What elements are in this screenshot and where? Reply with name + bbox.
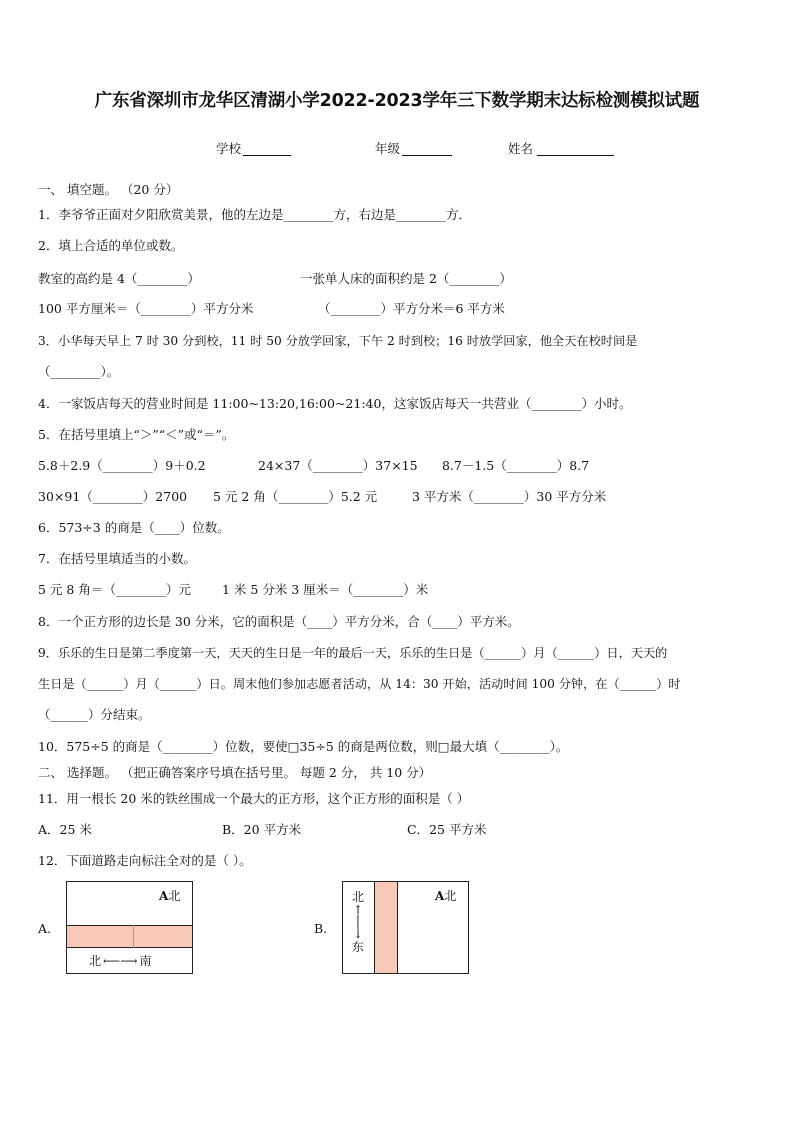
- question-10: 10．575÷5 的商是（________）位数，要使□35÷5 的商是两位数，则□最大填（________）。: [38, 739, 569, 754]
- question-5-stem: 5．在括号里填上“＞”“＜”或“＝”。: [38, 427, 235, 442]
- question-8: 8．一个正方形的边长是 30 分米，它的面积是（____）平方分米，合（____）平方米。: [38, 614, 520, 629]
- question-11-option-c[interactable]: C．25 平方米: [407, 822, 487, 837]
- diagram-b[interactable]: [342, 881, 469, 974]
- question-7-stem: 7．在括号里填适当的小数。: [38, 551, 196, 566]
- diagram-a-compass: [159, 889, 180, 903]
- page-title: 广东省深圳市龙华区清湖小学2022-2023学年三下数学期末达标检测模拟试题: [94, 91, 700, 111]
- question-11-option-a[interactable]: A．25 米: [38, 822, 92, 837]
- question-2-stem: 2．填上合适的单位或数。: [38, 238, 184, 253]
- question-11-stem: 11．用一根长 20 米的铁丝围成一个最大的正方形，这个正方形的面积是（ ）: [38, 791, 470, 806]
- question-5e: 5 元 2 角（________）5.2 元: [213, 489, 378, 504]
- question-6: 6．573÷3 的商是（____）位数。: [38, 520, 230, 535]
- diagram-b-north-label: 北: [351, 890, 364, 904]
- diagram-a-north-label: 北: [89, 954, 102, 968]
- diagram-b-road: [374, 882, 398, 973]
- diagram-b-compass-label: 北: [444, 889, 457, 903]
- diagram-b-east-label: 东: [351, 940, 364, 954]
- question-4: 4．一家饭店每天的营业时间是 11:00~13:20,16:00~21:40，这家饭店每天一共营业（________）小时。: [38, 396, 632, 411]
- question-7b: 1 米 5 分米 3 厘米＝（________）米: [222, 582, 429, 597]
- question-5c: 8.7－1.5（________）8.7: [442, 458, 590, 473]
- name-field[interactable]: [537, 143, 614, 156]
- diagram-a-south-label: 南: [139, 954, 152, 968]
- school-label: 学校: [216, 141, 242, 156]
- double-arrow-icon: ⟵⟶: [103, 954, 138, 968]
- diagram-b-direction: [351, 890, 365, 954]
- diagram-a-road: [67, 925, 192, 948]
- vertical-double-arrow-icon: ↑ │ ↓: [352, 903, 364, 941]
- question-5a: 5.8＋2.9（________）9＋0.2: [38, 458, 206, 473]
- question-12-option-a-label[interactable]: A.: [38, 921, 52, 936]
- diagram-a-compass-label: 北: [168, 889, 181, 903]
- question-9-line1: 9．乐乐的生日是第二季度第一天，天天的生日是一年的最后一天，乐乐的生日是（______）月（______）日，天天的: [38, 646, 668, 660]
- diagram-a-direction: [89, 954, 151, 968]
- grade-label: 年级: [375, 141, 401, 156]
- question-2c: 100 平方厘米＝（________）平方分米: [38, 301, 254, 316]
- north-arrow-icon: 𝐀: [435, 889, 445, 903]
- question-5d: 30×91（________）2700: [38, 489, 188, 504]
- question-12-stem: 12．下面道路走向标注全对的是（ ）。: [38, 853, 252, 868]
- question-1: 1．李爷爷正面对夕阳欣赏美景，他的左边是________方，右边是________方．: [38, 207, 471, 222]
- question-7a: 5 元 8 角＝（________）元: [38, 582, 191, 597]
- question-3-line1: 3．小华每天早上 7 时 30 分到校，11 时 50 分放学回家，下午 2 时到校；16 时放学回家，他全天在校时间是: [38, 334, 638, 348]
- question-5f: 3 平方米（________）30 平方分米: [412, 489, 607, 504]
- school-field[interactable]: [243, 143, 291, 156]
- question-12-option-b-label[interactable]: B.: [314, 921, 328, 936]
- question-2b: 一张单人床的面积约是 2（________）: [300, 271, 512, 286]
- north-arrow-icon: 𝐀: [159, 889, 169, 903]
- question-9-line3: （______）分结束。: [38, 707, 151, 722]
- question-9-line2: 生日是（______）月（______）日。周末他们参加志愿者活动，从 14：30 开始，活动时间 100 分钟，在（______）时: [38, 677, 681, 691]
- question-3-line2: （________）。: [38, 364, 120, 379]
- section2-heading: 二、 选择题。 （把正确答案序号填在括号里。 每题 2 分， 共 10 分）: [38, 765, 432, 780]
- question-2a: 教室的高约是 4（________）: [38, 271, 200, 286]
- diagram-b-compass: [435, 889, 456, 903]
- question-2d: （________）平方分米＝6 平方米: [318, 301, 505, 316]
- section1-heading: 一、 填空题。 （20 分）: [38, 182, 179, 197]
- grade-field[interactable]: [402, 143, 452, 156]
- question-5b: 24×37（________）37×15: [258, 458, 418, 473]
- question-11-option-b[interactable]: B．20 平方米: [222, 822, 302, 837]
- name-label: 姓名: [508, 141, 534, 156]
- diagram-a-road-divider: [133, 925, 134, 948]
- diagram-a[interactable]: [66, 881, 193, 974]
